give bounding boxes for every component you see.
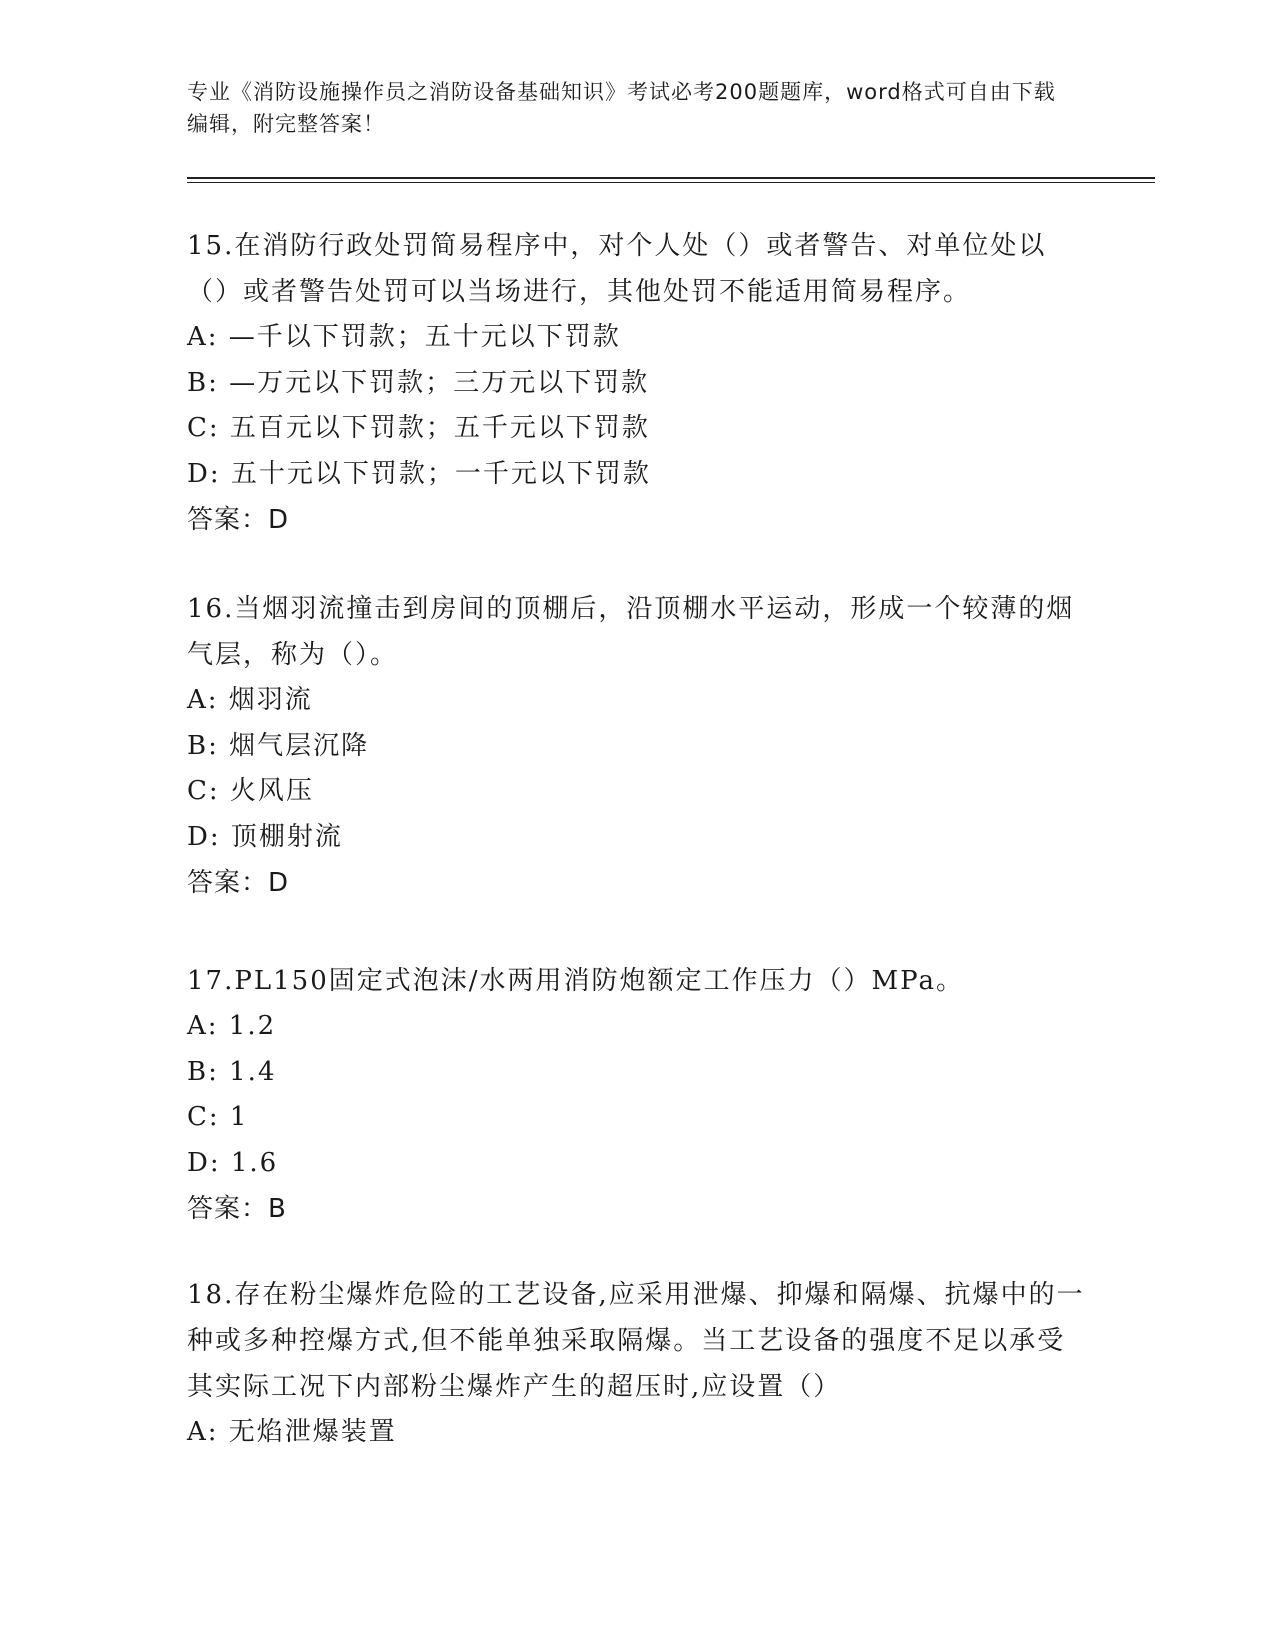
question-17 (187, 958, 1087, 1232)
question-stem: 17.PL150固定式泡沫/水两用消防炮额定工作压力（）MPa。 (187, 966, 964, 996)
option-b: B: 烟气层沉降 (187, 730, 370, 761)
answer-label: 答案：B (187, 1194, 287, 1224)
document-header: 专业《消防设施操作员之消防设备基础知识》考试必考200题题库，word格式可自由下载编辑，附完整答案！ (187, 80, 1056, 136)
option-c: C: 1 (187, 1102, 249, 1132)
option-a: A: —千以下罚款；五十元以下罚款 (187, 322, 621, 352)
header-divider (187, 177, 1155, 179)
option-c: C: 火风压 (187, 776, 314, 806)
header-divider-thin (187, 182, 1155, 183)
option-d: D: 1.6 (187, 1147, 279, 1178)
question-stem: 18.存在粉尘爆炸危险的工艺设备,应采用泄爆、抑爆和隔爆、抗爆中的一种或多种控爆方式,但不能单独采取隔爆。当工艺设备的强度不足以承受其实际工况下内部粉尘爆炸产生的超压时,应设置（） (187, 1280, 1085, 1402)
answer-label: 答案：D (187, 868, 290, 898)
question-stem: 16.当烟羽流撞击到房间的顶棚后，沿顶棚水平运动，形成一个较薄的烟气层，称为（）。 (187, 594, 1075, 670)
option-a: A: 烟羽流 (187, 685, 313, 715)
question-15 (187, 223, 1087, 543)
option-d: D: 五十元以下罚款；一千元以下罚款 (187, 458, 651, 489)
question-18 (187, 1272, 1087, 1456)
option-a: A: 1.2 (187, 1011, 277, 1041)
option-b: B: 1.4 (187, 1056, 277, 1087)
option-c: C: 五百元以下罚款；五千元以下罚款 (187, 413, 650, 443)
option-d: D: 顶棚射流 (187, 821, 343, 852)
option-a: A: 无焰泄爆装置 (187, 1417, 397, 1447)
question-stem: 15.在消防行政处罚简易程序中，对个人处（）或者警告、对单位处以（）或者警告处罚可以当场进行，其他处罚不能适用简易程序。 (187, 231, 1047, 307)
option-b: B: —万元以下罚款；三万元以下罚款 (187, 367, 650, 398)
answer-label: 答案：D (187, 505, 290, 535)
question-16 (187, 586, 1087, 906)
